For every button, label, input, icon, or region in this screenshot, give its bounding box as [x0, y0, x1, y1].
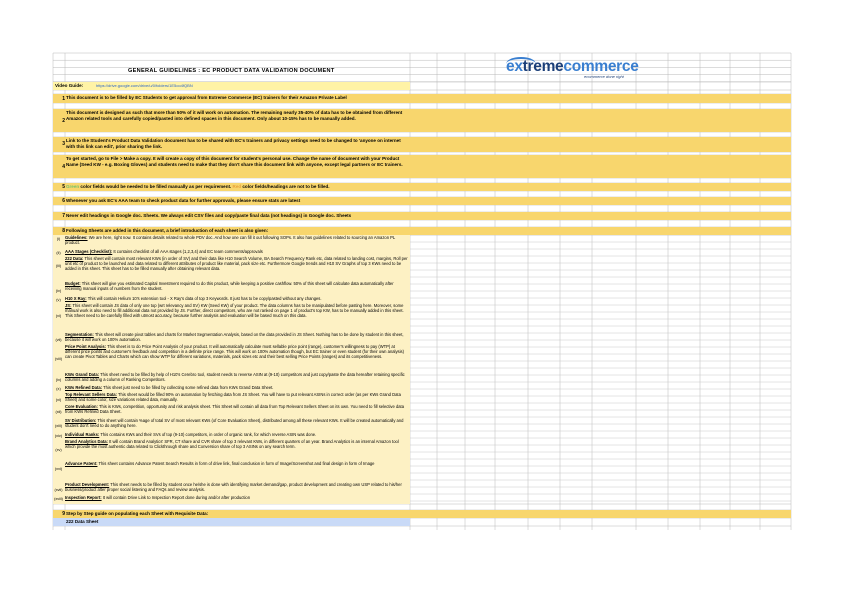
sheet-description: Guidelines: We are here, right now. It contains details related to whole PDV doc. And how one can fill it out following SOPs. It also has guidelines related to sourcing an Amazon PL product. — [65, 235, 396, 245]
sheet-description: H10 X Ray: This will contain Helium 10's extension tool - X Ray's data of top 3 Keywords. It just has to be copy/pasted without any changes. — [65, 296, 322, 301]
item-number: 4 — [62, 164, 65, 170]
sheet-description: Core Evaluation: This is KWs, competition, opportunity and risk analysis sheet. This Sheet will contain all data from Top Relevant Sellers Sheet on its own. You need to fill selective data from KWs Refined Data Sheet. — [65, 404, 405, 414]
item-number: 5 — [62, 184, 65, 190]
sheet-index: (xvii) — [54, 488, 63, 492]
item-number: 8 — [62, 228, 65, 234]
sheet-index: (vii) — [55, 338, 62, 342]
sheet-description: Top Relevant Sellers Data: This sheet would be filled 90% on automation by fetching data from JS Sheet. You will have to put relevant ASINs in correct order (as per KWs Grand Data Sheet) and some color, size variations related data, manually. — [65, 392, 401, 402]
page-title: GENERAL GUIDELINES : EC PRODUCT DATA VALIDATION DOCUMENT — [128, 68, 335, 74]
video-guide-label: Video Guide: — [55, 83, 84, 88]
sheet-description: Inspection Report: It will contain Drive Link to Inspection Report done during and/or after production — [65, 495, 251, 500]
sheet-index: (xiii) — [55, 424, 62, 428]
sheet-index: (vi) — [55, 314, 62, 318]
sheet-index: (ii) — [56, 251, 61, 255]
item-number: 6 — [62, 198, 65, 204]
sheet-index: (xii) — [55, 410, 62, 414]
item-text: Link to the Student's Product Data Validation document has to be shared with EC's trainers and privacy settings need to be changed to 'anyone on internet with this link can edit', prior sharing the link. — [66, 138, 401, 149]
sheet-description: AAA Stages (Checklist): It contains checklist of all AAA stages (1,2,3,4) and EC team comments/approvals — [65, 249, 263, 254]
color-legend-text: Green color fields would be needed to be filled manually as per requirement. Red color fields/headings are not to be filled. — [66, 184, 330, 189]
extreme-commerce-logo: extremecommerce ecommerce done right — [506, 58, 639, 79]
sheet-index: (ix) — [55, 378, 62, 382]
sheet-description: KWs Grand Data: This sheet need to be filled by help of H10's Cerebro tool, student needs to reverse ASIN at (9-10) competitors and just copy/paste the data hereafter retaining specific columns and adding a column of Ranking Competitors. — [65, 372, 405, 382]
sheet-index: (iv) — [55, 289, 62, 293]
sub-sheet-title: 222 Data Sheet — [66, 519, 99, 524]
sheet-description: Budget: This sheet will give you estimated Capital Investment required to do this product, while keeping a positive cashflow. 50% of this sheet will calculate data automatically after receiving manual inputs of numbers from the student. — [65, 281, 394, 291]
item-text: To get started, go to File > Make a copy. It will create a copy of this document for student's personal use. Change the name of document with your Product Name (Seed KW - e.g. Boxing Gloves) and students need to make that they don't share this document link with anyone, except legal partners or EC trainers. — [66, 156, 403, 167]
sheet-index: (x) — [56, 387, 61, 391]
sheet-index: (viii) — [55, 357, 62, 361]
sheet-description: 222 Data: This sheet will contain most relevant KWs (in order of SV) and their data like H10 Search Volume, BA Search Frequency Rank etc, data related to landing cost, margins, Roll per unit etc of product to be launched and data related to different attributes of product like material, pack size etc. Furthermore Google trends and H10 SV Graphs of top 3 KWs need to be added in this sheet. This sheet has to be filled manually after obtaining relevant data. — [65, 256, 408, 271]
sheet-description: Advance Patent: This sheet contains Advance Patent Search Results in form of drive link, final conclusion in form of Image/Screenshot and final design in form of Image — [65, 461, 375, 466]
item-number: 3 — [62, 141, 65, 147]
item-number: 9 — [62, 511, 65, 517]
item-text: Step by Step guide on populating each Sheet with Requisite Data: — [66, 511, 209, 516]
sheet-index: (xviii) — [54, 497, 63, 501]
video-guide-link[interactable]: https://drive.google.com/drive/u/0/folders/1E5oo4fQBN — [96, 83, 193, 88]
item-text: Following Sheets are added in this document, a brief introduction of each sheet is also given: — [66, 228, 269, 233]
sheet-description: Individual Ranks: This contains KWs and their SVs of top (9-10) competitors, in order of organic rank, for which reverse ASIN was done. — [65, 432, 317, 437]
item-number: 1 — [62, 96, 65, 102]
sheet-description: Price Point Analysis: This sheet is to do Price Point Analysis of your product. It will automatically calculate most sellable price point (range), customer's willingness to pay (WTP) at different price points and customer's feedback and competition in a definite price range. This will work on 100% automation though, but EC trainer or even student (for their own analysis) can create Pivot Tables and Charts which can show WTP for different variations, materials, pack sizes etc and their best selling Price Points (ranges) and its competitiveness. — [65, 344, 404, 359]
sheet-description: KWs Refined Data: This sheet just need to be filled by collecting some refined data from KWs Grand Data Sheet. — [65, 385, 274, 390]
sub-sheet-band — [53, 518, 410, 526]
sheet-index: (xv) — [55, 448, 62, 452]
item-number: 7 — [62, 213, 65, 219]
item-text: This document is to be filled by EC Students to get approval from Extreme Commerce (EC) trainers for their Amazon Private Label — [66, 95, 347, 100]
sheet-index: (xvi) — [54, 467, 63, 471]
sheet-description: Brand Analytics Data: It will contain Brand Analytics' SFR, CT share and CVR share of top 3 relevant KWs, in different quarters of an year. Brand Analytics is an internal Amazon tool which provide the most authentic data related to Clickthrough share and Conversion share of top 3 ASINs on any search term. — [65, 439, 399, 449]
item-text: Never edit headings in Google doc. Sheets. We always edit CSV files and copy/paste final data (not headings) in Google doc. Sheets — [66, 213, 352, 218]
sheet-index: (i) — [56, 237, 61, 241]
sheet-description: SV Distribution: This sheet will contain %age of total SV of most relevant KWs (of Core Evaluation Sheet), distributed among all these relevant KWs. It will be created automatically and student don't need to do anything here. — [65, 418, 404, 428]
sheet-index: (xi) — [55, 398, 62, 402]
sheet-index: (iii) — [55, 264, 62, 268]
sheet-description: JS: This sheet will contain JS data of only one top (wrt relevancy and SV) KW (Seed KW) of your product. The data columns has to be manipulated before pasting here. Moreover, some manual work is also need to fill additional data not provided by JS. Further, direct competitors, who are not ranked on page 1 of product's top KW, has to be manually added in this sheet. This Sheet need to be carefully filled with utmost accuracy, because further analysis and evaluation will be based much on this data. — [65, 303, 404, 318]
item-text: This document is designed as such that more than 50% of it will work on automation. The remaining nearly 35-40% of data has to be obtained from different Amazon related tools and carefully copied/pasted into defined spaces in this document. Only about 10-15% has to be manually added. — [66, 110, 403, 121]
sheet-index: (v) — [56, 298, 61, 302]
sheet-index: (xiv) — [54, 434, 63, 438]
item-text: Whenever you ask EC's AAA team to check product data for further approvals, please ensure stats are latest — [66, 198, 301, 203]
sheet-description: Product Development: This sheet needs to be filled by student once he/she is done with identifying market demand/gap, product development and creating own USP related to his/her business/product after proper social listening and FAQs and review analysis. — [65, 482, 402, 492]
item-number: 2 — [62, 118, 65, 124]
sheet-description: Segmentation: This sheet will create pivot tables and charts for Market Segmentation Analysis, based on the data provided in JS Sheet. Nothing has to be done by student in this sheet, because it will work on 100% automation. — [65, 332, 404, 342]
